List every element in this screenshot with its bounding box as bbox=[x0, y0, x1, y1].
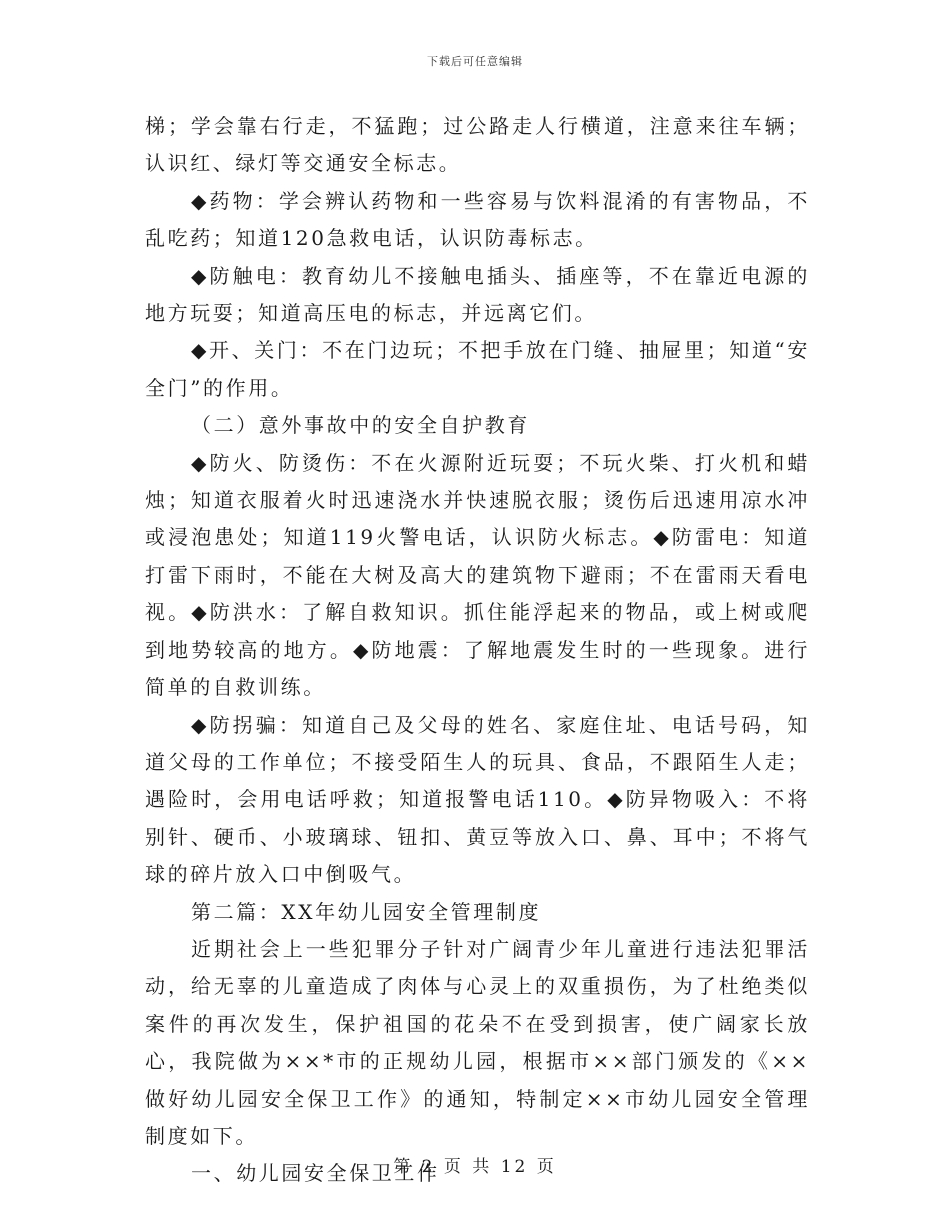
paragraph-fire-lightning-flood-earthquake: ◆防火、防烫伤：不在火源附近玩耍；不玩火柴、打火机和蜡烛；知道衣服着火时迅速浇水并快速脱衣服；烫伤后迅速用凉水冲或浸泡患处；知道119火警电话，认识防火标志。◆防雷电：知道打雷下雨时，不能在大树及高大的建筑物下避雨；不在雷雨天看电视。◆防洪水：了解自救知识。抓住能浮起来的物品，或上树或爬到地势较高的地方。◆防地震：了解地震发生时的一些现象。进行简单的自救训练。 bbox=[145, 450, 810, 700]
page-header: 下载后可任意编辑 bbox=[427, 55, 523, 68]
paragraph-traffic-safety: 梯；学会靠右行走，不猛跑；过公路走人行横道，注意来往车辆；认识红、绿灯等交通安全标志。 bbox=[145, 114, 810, 176]
paragraph-introduction: 近期社会上一些犯罪分子针对广阔青少年儿童进行违法犯罪活动，给无辜的儿童造成了肉体与心灵上的双重损伤，为了杜绝类似案件的再次发生，保护祖国的花朵不在受到损害，使广阔家长放心，我院做为××*市的正规幼儿园，根据市××部门颁发的《××做好幼儿园安全保卫工作》的通知，特制定××市幼儿园安全管理制度如下。 bbox=[145, 936, 810, 1148]
paragraph-electric-shock: ◆防触电：教育幼儿不接触电插头、插座等，不在靠近电源的地方玩耍；知道高压电的标志，并远离它们。 bbox=[145, 263, 810, 326]
section-heading-security-work: 一、幼儿园安全保卫工作 bbox=[191, 1161, 440, 1186]
paragraph-medicine: ◆药物：学会辨认药物和一些容易与饮料混淆的有害物品，不乱吃药；知道120急救电话，认识防毒标志。 bbox=[145, 188, 810, 251]
paragraph-doors: ◆开、关门：不在门边玩；不把手放在门缝、抽屉里；知道“安全门”的作用。 bbox=[145, 338, 810, 400]
chapter-title-safety-management: 第二篇：XX年幼儿园安全管理制度 bbox=[191, 899, 542, 924]
section-heading-accident-self-protection: （二）意外事故中的安全自护教育 bbox=[191, 413, 530, 438]
page-footer-page-number: 第 2 页 共 12 页 bbox=[393, 1157, 557, 1177]
document-body bbox=[145, 108, 810, 1193]
paragraph-abduction-foreign-objects: ◆防拐骗：知道自己及父母的姓名、家庭住址、电话号码，知道父母的工作单位；不接受陌生人的玩具、食品，不跟陌生人走；遇险时，会用电话呼救；知道报警电话110。◆防异物吸入：不将别针、硬币、小玻璃球、钮扣、黄豆等放入口、鼻、耳中；不将气球的碎片放入口中倒吸气。 bbox=[145, 712, 810, 887]
